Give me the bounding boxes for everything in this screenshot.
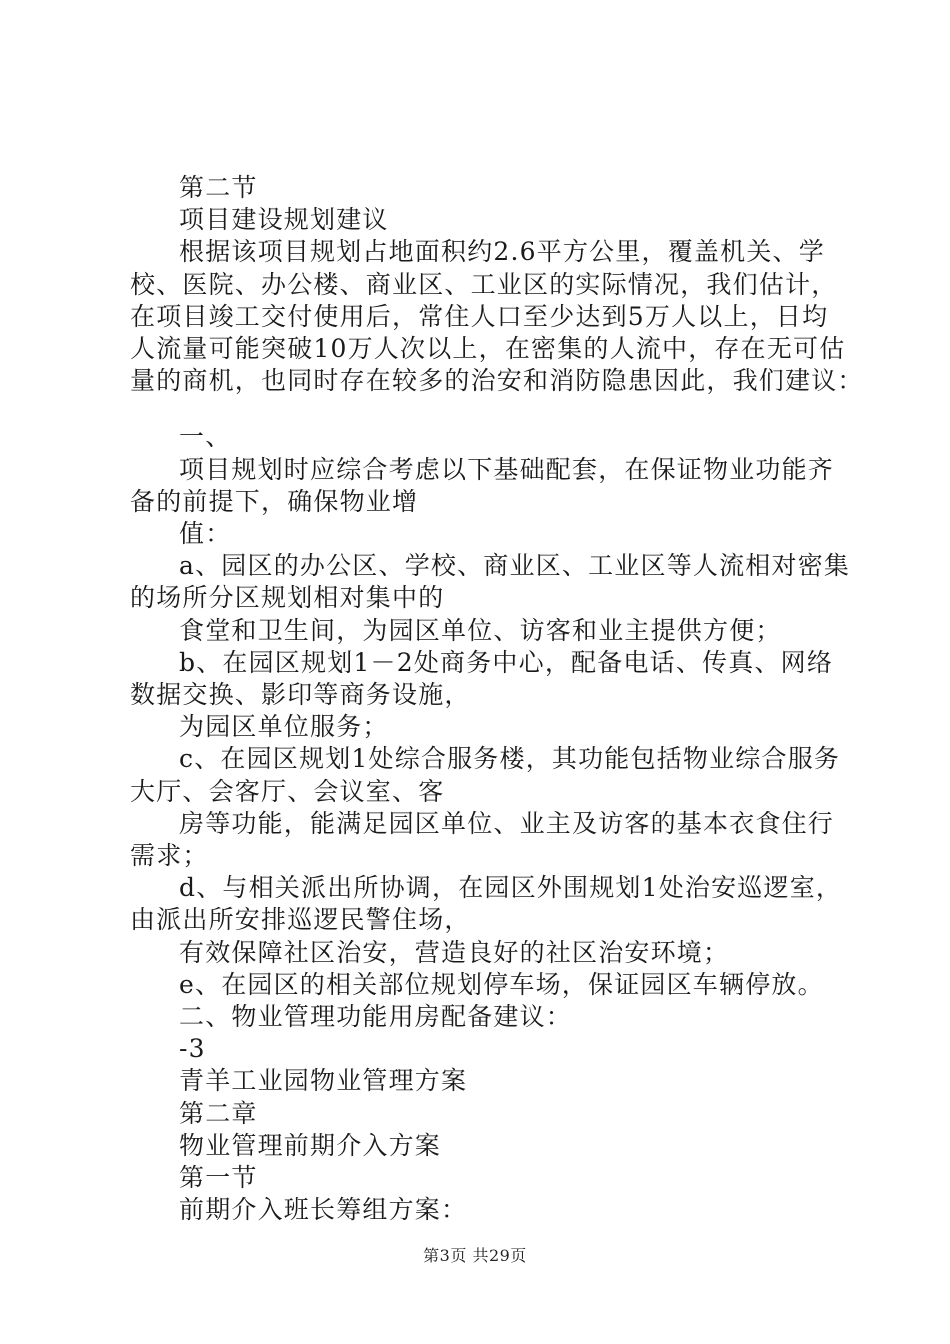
text-line: 由派出所安排巡逻民警住场， [130, 905, 471, 935]
text-line: 人流量可能突破10万人次以上，在密集的人流中，存在无可估 [130, 334, 846, 364]
text-line: 值： [179, 519, 232, 549]
text-line: 前期介入班长筹组方案： [179, 1195, 468, 1225]
text-line: e、在园区的相关部位规划停车场，保证园区车辆停放。 [179, 969, 824, 999]
document-body [130, 172, 864, 1227]
page-footer: 第3页 共29页 [423, 1246, 527, 1265]
text-line: 备的前提下，确保物业增 [130, 486, 419, 516]
text-line: 量的商机，也同时存在较多的治安和消防隐患因此，我们建议： [130, 366, 864, 396]
text-line: a、园区的办公区、学校、商业区、工业区等人流相对密集 [179, 551, 851, 581]
text-line: 第一节 [179, 1163, 258, 1193]
text-line: 数据交换、影印等商务设施， [130, 680, 471, 710]
text-line: 二、物业管理功能用房配备建议： [179, 1002, 573, 1032]
text-line: 第二章 [179, 1098, 258, 1128]
text-line: 食堂和卫生间，为园区单位、访客和业主提供方便； [179, 615, 782, 645]
text-line: 青羊工业园物业管理方案 [179, 1066, 468, 1096]
text-line: 房等功能，能满足园区单位、业主及访客的基本衣食住行 [179, 808, 835, 838]
text-line: b、在园区规划1－2处商务中心，配备电话、传真、网络 [179, 647, 834, 677]
text-line: c、在园区规划1处综合服务楼，其功能包括物业综合服务 [179, 744, 841, 774]
text-line: 在项目竣工交付使用后，常住人口至少达到5万人以上，日均 [130, 301, 829, 331]
text-line: d、与相关派出所协调，在园区外围规划1处治安巡逻室， [179, 873, 843, 903]
text-line: 的场所分区规划相对集中的 [130, 583, 445, 613]
text-line: 为园区单位服务； [179, 712, 389, 742]
text-line: 一、 [179, 422, 232, 452]
text-line: 校、医院、办公楼、商业区、工业区的实际情况，我们估计， [130, 269, 838, 299]
text-line: 项目建设规划建议 [179, 205, 389, 235]
text-line: 需求； [130, 841, 209, 871]
text-line: 项目规划时应综合考虑以下基础配套，在保证物业功能齐 [179, 454, 835, 484]
text-line: 有效保障社区治安，营造良好的社区治安环境； [179, 937, 730, 967]
text-line: 大厅、会客厅、会议室、客 [130, 776, 445, 806]
text-line: 第二节 [179, 173, 258, 202]
text-line: -3 [179, 1034, 206, 1064]
text-line: 物业管理前期介入方案 [179, 1130, 442, 1160]
text-line: 根据该项目规划占地面积约2.6平方公里，覆盖机关、学 [179, 237, 825, 267]
paragraph-spacer [130, 397, 830, 421]
